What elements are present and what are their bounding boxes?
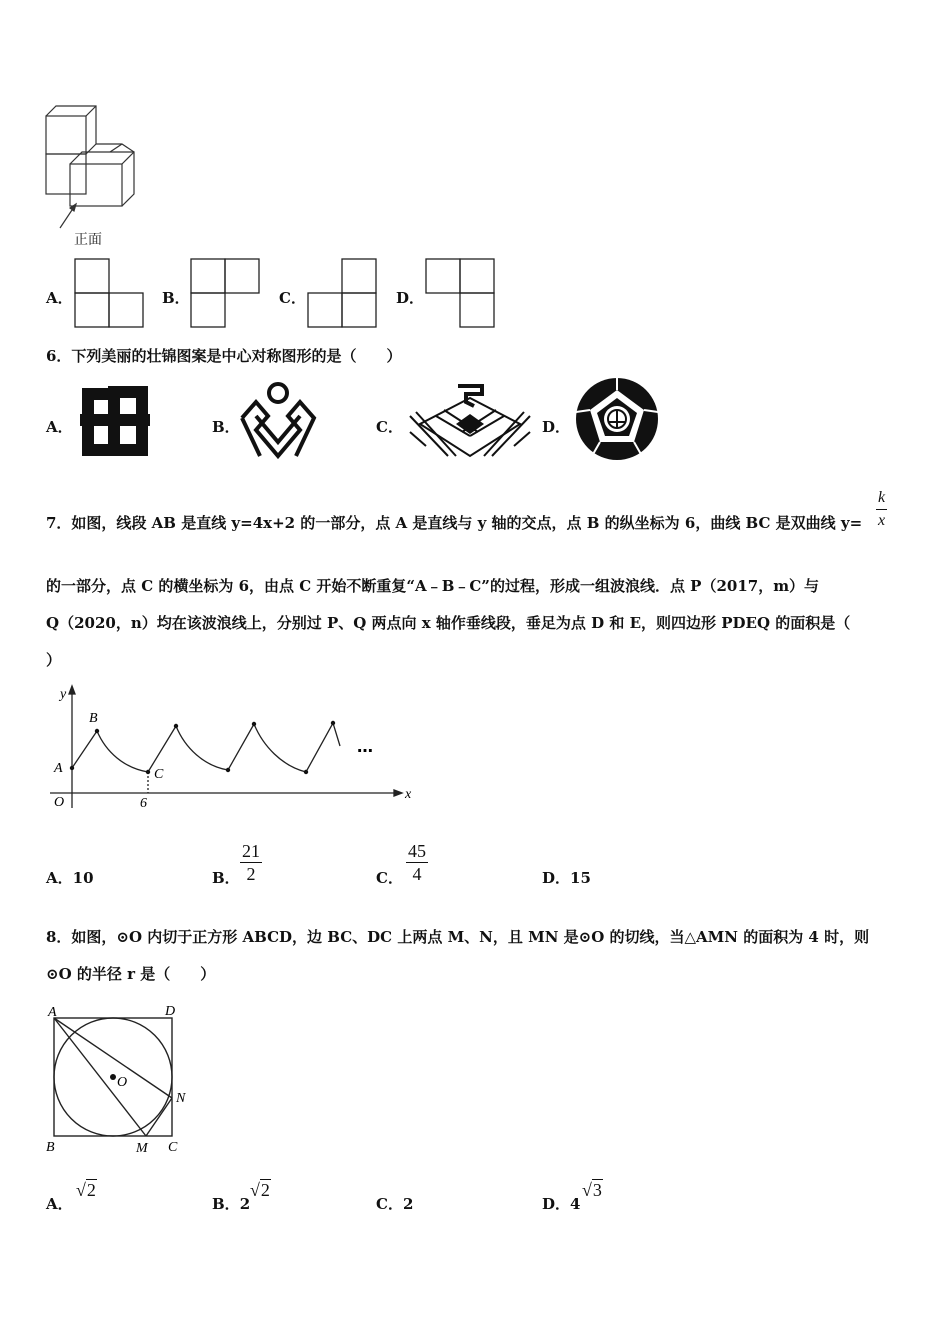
q7-stem-line1: 7．如图，线段 AB 是直线 y=4x+2 的一部分，点 A 是直线与 y 轴的交点，点 B 的纵坐标为 6，曲线 BC 是双曲线 y= [46, 514, 863, 532]
q6-option-a-label[interactable]: A． [46, 418, 73, 436]
q7-option-d[interactable] [542, 867, 591, 888]
y-axis-arrow [69, 686, 75, 694]
segment-an [54, 1018, 172, 1098]
q7-option-c-den: 4 [412, 864, 422, 884]
q7-option-d-label: D． [542, 869, 571, 887]
q7-option-b-num: 21 [242, 841, 260, 861]
q8-square-circle-figure [44, 1002, 204, 1156]
q8-option-a-sqrt: √2 [76, 1180, 96, 1200]
q5-option-c-view [307, 258, 379, 330]
wave-curve [72, 723, 340, 772]
q7-option-a-label: A． [46, 869, 73, 887]
q7-fraction-k-over-x [876, 487, 887, 532]
q5-option-a-label[interactable]: A． [46, 289, 73, 307]
q5-option-c-label[interactable]: C． [279, 289, 306, 307]
q7-wave-graph [44, 682, 424, 812]
q7-option-c-num: 45 [408, 841, 426, 861]
q6-option-d-label[interactable]: D． [542, 418, 571, 436]
front-label: 正面 [74, 232, 102, 248]
origin-label: O [54, 795, 65, 810]
q7-frac-den: x [878, 512, 886, 529]
q7-option-c-label[interactable]: C． [376, 869, 403, 887]
center-o-dot [110, 1074, 116, 1080]
point-c-label: C [154, 767, 164, 782]
x-axis-label: x [405, 787, 412, 802]
q7-option-b-den: 2 [246, 864, 256, 884]
cube-figure [40, 100, 150, 250]
q8-option-d-coef: 4 [570, 1195, 581, 1213]
q7-frac-num: k [876, 487, 887, 510]
q7-option-b-fraction [240, 840, 262, 885]
q8-option-a-radicand: 2 [86, 1180, 96, 1200]
q6-option-c-label[interactable]: C． [376, 418, 403, 436]
q6-pattern-b [238, 380, 318, 460]
q8-option-b-coef: 2 [239, 1195, 251, 1213]
vertex-c-label: C [168, 1140, 178, 1155]
q8-option-c-value: 2 [402, 1195, 414, 1213]
q7-option-c-fraction [406, 840, 428, 885]
q7-option-d-value: 15 [570, 869, 591, 887]
q6-pattern-d [574, 376, 660, 462]
q8-option-a-label[interactable]: A． [46, 1195, 73, 1213]
q6-option-b-label[interactable]: B． [212, 418, 240, 436]
point-n-label: N [176, 1091, 186, 1106]
q8-option-d-sqrt: √3 [582, 1180, 602, 1200]
q5-option-b-label[interactable]: B． [162, 289, 190, 307]
q7-option-a-value: 10 [72, 869, 94, 887]
point-a-label: A [54, 761, 63, 776]
tick-6-label: 6 [140, 796, 147, 811]
center-o-label: O [117, 1075, 128, 1090]
q8-option-c[interactable] [376, 1193, 413, 1214]
q7-stem-line4: ） [46, 651, 62, 669]
q7-option-a[interactable] [46, 867, 94, 888]
x-axis-arrow [394, 790, 402, 796]
q7-option-b-label[interactable]: B． [212, 869, 240, 887]
vertex-a-label: A [48, 1005, 57, 1020]
vertex-d-label: D [165, 1004, 176, 1019]
q8-option-c-label: C． [376, 1195, 403, 1213]
q5-option-d-view [425, 258, 497, 330]
q8-option-b-label: B． [212, 1195, 240, 1213]
q6-pattern-c [408, 376, 532, 462]
segment-mn [146, 1098, 172, 1136]
y-axis-label: y [60, 687, 67, 702]
q8-option-d-radicand: 3 [592, 1180, 602, 1200]
continuation-dots: … [357, 737, 373, 756]
q8-option-d-label: D． [542, 1195, 571, 1213]
q7-stem-line3: Q（2020，n）均在该波浪线上，分别过 P、Q 两点向 x 轴作垂线段，垂足为点 D 和 E，则四边形 PDEQ 的面积是（ [46, 614, 851, 632]
vertex-b-label: B [46, 1140, 55, 1155]
q8-stem-line2: ⊙O 的半径 r 是（ ） [46, 965, 216, 983]
q6-pattern-a [78, 384, 152, 458]
q6-stem: 6．下列美丽的壮锦图案是中心对称图形的是（ ） [46, 347, 402, 365]
q8-option-d[interactable] [542, 1193, 580, 1214]
point-m-label: M [136, 1141, 148, 1156]
q5-option-a-view [74, 258, 146, 330]
q8-option-b-radicand: 2 [260, 1180, 270, 1200]
q7-stem-line2: 的一部分，点 C 的横坐标为 6，由点 C 开始不断重复“A﹣B﹣C”的过程，形成一组波浪线．点 P（2017，m）与 [46, 577, 820, 595]
q5-option-d-label[interactable]: D． [396, 289, 425, 307]
q8-option-b-sqrt: √2 [250, 1180, 270, 1200]
q8-option-b[interactable] [212, 1193, 250, 1214]
point-b-label: B [89, 711, 98, 726]
q5-option-b-view [190, 258, 262, 330]
segment-am [54, 1018, 146, 1136]
q8-stem-line1: 8．如图，⊙O 内切于正方形 ABCD，边 BC、DC 上两点 M、N，且 MN 是⊙O 的切线，当△AMN 的面积为 4 时，则 [46, 928, 870, 946]
